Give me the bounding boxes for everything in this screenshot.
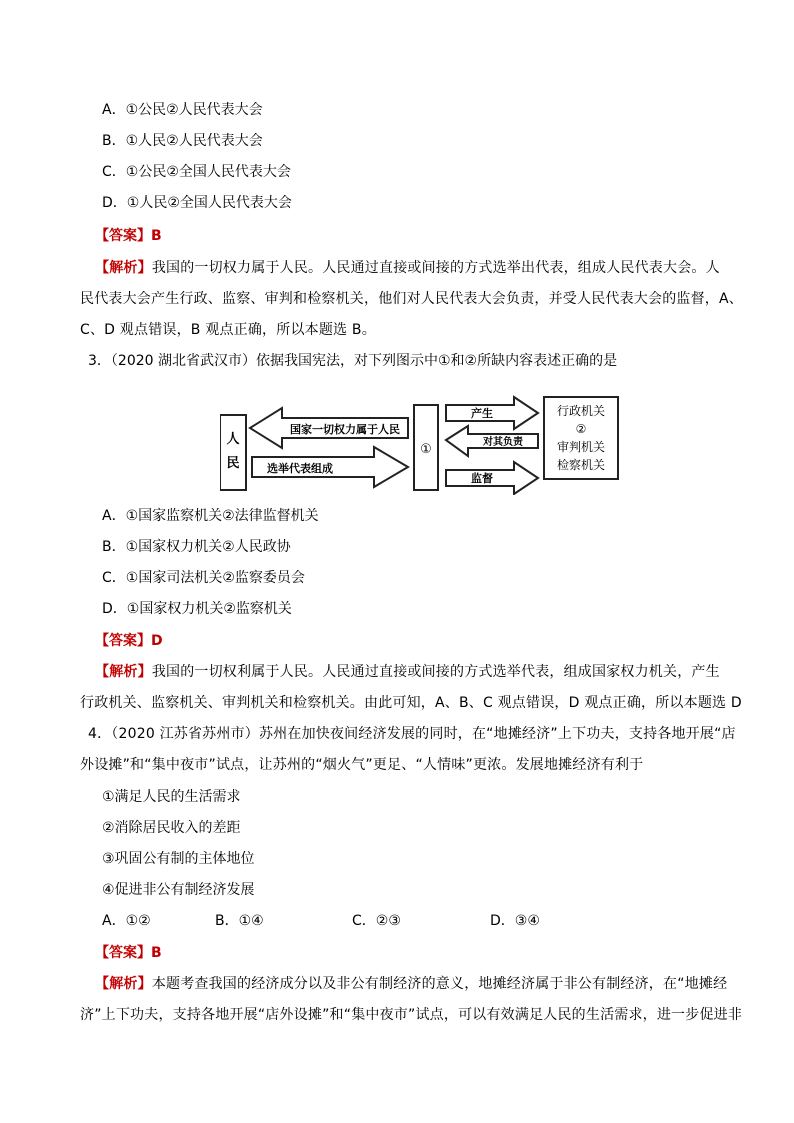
analysis-text: 我国的一切权力属于人民。人民通过直接或间接的方式选举出代表，组成人民代表大会。人 [151, 260, 720, 276]
arrow-responsible-label: 对其负责 [483, 437, 523, 448]
organ-procuratorial: 检察机关 [556, 458, 606, 472]
q4-analysis-line-2: 济”上下功夫，支持各地开展“店外设摊”和“集中夜市”试点，可以有效满足人民的生活需求，进一步促进非 [80, 1007, 743, 1023]
answer-tag: 【答案】 [95, 945, 151, 961]
q4-choice-a: A．①② [102, 913, 151, 929]
q2-option-b: B．①人民②人民代表大会 [102, 133, 263, 149]
q4-item-3: ③巩固公有制的主体地位 [102, 851, 255, 867]
middle-box-label: ① [420, 442, 432, 457]
q2-option-d: D．①人民②全国人民代表大会 [102, 195, 292, 211]
q2-answer [95, 226, 162, 246]
q4-item-1: ①满足人民的生活需求 [102, 789, 241, 805]
q4-item-4: ④促进非公有制经济发展 [102, 882, 255, 898]
q4-stem-line-2: 外设摊”和“集中夜市”试点，让苏州的“烟火气”更足、“人情味”更浓。发展地摊经济有利于 [80, 757, 644, 773]
organ-blank-2: ② [575, 422, 587, 436]
q3-option-c: C．①国家司法机关②监察委员会 [102, 570, 305, 586]
q2-analysis-line-2: 民代表大会产生行政、监察、审判和检察机关，他们对人民代表大会负责，并受人民代表大会的监督，A、 [80, 291, 743, 307]
q4-choice-d: D．③④ [490, 913, 540, 929]
q4-choice-c: C．②③ [352, 913, 401, 929]
q4-item-2: ②消除居民收入的差距 [102, 820, 241, 836]
q4-stem-line-1: 4．（2020 江苏省苏州市）苏州在加快夜间经济发展的同时，在“地摊经济”上下功夫，支持各地开展“店 [88, 726, 736, 742]
q4-analysis-line-1 [95, 974, 727, 994]
analysis-text: 我国的一切权利属于人民。人民通过直接或间接的方式选举代表，组成国家权力机关，产生 [151, 664, 720, 680]
people-label-2: 民 [226, 456, 240, 471]
constitution-diagram [220, 395, 622, 495]
arrow-power-belongs-label: 国家一切权力属于人民 [290, 423, 400, 436]
q2-option-a: A．①公民②人民代表大会 [102, 102, 263, 118]
arrow-produce-label: 产生 [471, 407, 493, 420]
analysis-tag: 【解析】 [95, 260, 152, 276]
organ-administrative: 行政机关 [556, 404, 606, 418]
q3-option-b: B．①国家权力机关②人民政协 [102, 539, 291, 555]
analysis-tag: 【解析】 [95, 664, 152, 680]
people-label-1: 人 [226, 432, 240, 447]
q3-option-d: D．①国家权力机关②监察机关 [102, 601, 292, 617]
q2-analysis-line-1 [95, 258, 720, 278]
q2-option-c: C．①公民②全国人民代表大会 [102, 164, 291, 180]
q3-analysis-line-2: 行政机关、监察机关、审判机关和检察机关。由此可知，A、B、C 观点错误，D 观点正确，所以本题选 D [80, 695, 742, 711]
q3-option-a: A．①国家监察机关②法律监督机关 [102, 508, 319, 524]
answer-value: B [151, 228, 162, 244]
people-box [220, 415, 246, 490]
arrow-elect-label: 选举代表组成 [267, 462, 333, 475]
answer-value: B [151, 945, 162, 961]
analysis-tag: 【解析】 [95, 976, 152, 992]
q3-analysis-line-1 [95, 662, 720, 682]
q4-answer [95, 943, 162, 963]
q3-answer [95, 631, 163, 651]
answer-tag: 【答案】 [95, 633, 151, 649]
answer-value: D [151, 633, 163, 649]
q2-analysis-line-3: C、D 观点错误，B 观点正确，所以本题选 B。 [80, 322, 376, 338]
organ-judicial: 审判机关 [556, 440, 606, 454]
q4-choice-b: B．①④ [215, 913, 264, 929]
analysis-text: 本题考查我国的经济成分以及非公有制经济的意义，地摊经济属于非公有制经济，在“地摊经 [151, 976, 728, 992]
q4-choices [102, 911, 540, 931]
answer-tag: 【答案】 [95, 228, 151, 244]
q3-stem: 3．（2020 湖北省武汉市）依据我国宪法，对下列图示中①和②所缺内容表述正确的是 [88, 353, 618, 369]
arrow-supervise-label: 监督 [471, 472, 493, 485]
